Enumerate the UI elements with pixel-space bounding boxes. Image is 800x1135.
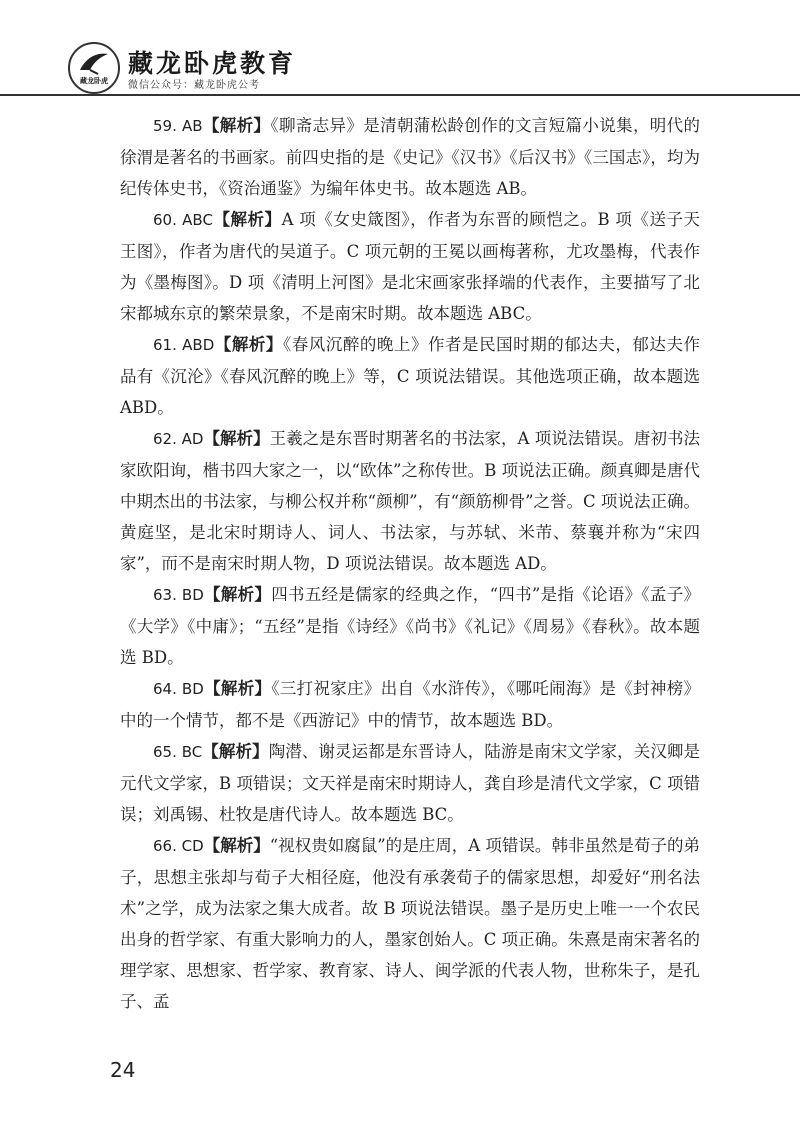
analysis-tag: 【解析】 [202,116,271,135]
answer-entry [120,736,700,830]
answer-content [120,110,700,1017]
answer-text: A 项《女史箴图》，作者为东晋的顾恺之。B 项《送子天王图》，作者为唐代的吴道子。C 项元朝的王冕以画梅著称，尤攻墨梅，代表作为《墨梅图》。D 项《清明上河图》是北宋画家张择端的代表作，主要描写了北宋都城东京的繁荣景象，不是南宋时期。故本题选 ABC。 [120,210,701,323]
answer-text: “视权贵如腐鼠”的是庄周，A 项错误。韩非虽然是荀子的弟子，思想主张却与荀子大相径庭，他没有承袭荀子的儒家思想，却爱好“刑名法术”之学，成为法家之集大成者。故 B 项说法错误。墨子是历史上唯一一个农民出身的哲学家、有重大影响力的人，墨家创始人。C 项正确。朱熹是南宋著名的理学家、思想家、哲学家、教育家、诗人、闽学派的代表人物，世称朱子，是孔子、孟 [120,836,701,1011]
answer-number: 60. ABC [153,211,213,229]
answer-text: 《春风沉醉的晚上》作者是民国时期的郁达夫，郁达夫作品有《沉沦》《春风沉醉的晚上》等，C 项说法错误。其他选项正确，故本题选 ABD。 [120,335,701,417]
answer-number: 61. ABD [153,336,215,354]
bird-icon [76,48,112,78]
analysis-tag: 【解析】 [203,585,272,604]
answer-entry [120,579,700,673]
header-divider [0,94,800,96]
analysis-tag: 【解析】 [203,679,272,698]
answer-entry [120,110,700,204]
answer-entry [120,204,700,329]
analysis-tag: 【解析】 [203,836,270,855]
answer-number: 65. BC [153,743,203,761]
brand-subtitle: 微信公众号：藏龙卧虎公考 [128,80,260,91]
answer-entry [120,830,700,1017]
answer-text: 陶潜、谢灵运都是东晋诗人，陆游是南宋文学家，关汉卿是元代文学家，B 项错误；文天祥是南宋时期诗人，龚自珍是清代文学家，C 项错误；刘禹锡、杜牧是唐代诗人。故本题选 BC。 [120,742,701,824]
answer-entry [120,423,700,579]
page-header [0,0,800,100]
answer-number: 63. BD [153,586,204,604]
answer-text: 王羲之是东晋时期著名的书法家，A 项说法错误。唐初书法家欧阳询，楷书四大家之一，以“欧体”之称传世。B 项说法正确。颜真卿是唐代中期杰出的书法家，与柳公权并称“颜柳”，有“颜筋柳骨”之誉。C 项说法正确。黄庭坚，是北宋时期诗人、词人、书法家，与苏轼、米芾、蔡襄并称为“宋四家”，而不是南宋时期人物，D 项说法错误。故本题选 AD。 [120,429,701,573]
answer-number: 66. CD [153,837,204,855]
answer-entry [120,329,700,423]
answer-number: 59. AB [153,117,203,135]
answer-text: 《三打祝家庄》出自《水浒传》，《哪吒闹海》是《封神榜》中的一个情节，都不是《西游记》中的情节，故本题选 BD。 [120,679,701,730]
brand-title: 藏龙卧虎教育 [128,49,297,78]
analysis-tag: 【解析】 [214,335,283,354]
answer-text: 四书五经是儒家的经典之作，“四书”是指《论语》《孟子》《大学》《中庸》；“五经”是指《诗经》《尚书》《礼记》《周易》《春秋》。故本题选 BD。 [120,585,701,667]
answer-number: 64. BD [153,680,204,698]
analysis-tag: 【解析】 [212,210,282,229]
answer-entry [120,673,700,736]
answer-text: 《聊斋志异》是清朝蒲松龄创作的文言短篇小说集，明代的徐渭是著名的书画家。前四史指的是《史记》《汉书》《后汉书》《三国志》，均为纪传体史书，《资治通鉴》为编年体史书。故本题选 AB。 [120,116,701,198]
logo-text: 藏龙卧虎 [80,77,108,85]
brand-logo [68,42,120,94]
analysis-tag: 【解析】 [203,429,270,448]
answer-number: 62. AD [153,430,204,448]
analysis-tag: 【解析】 [202,742,269,761]
page-number: 24 [110,1058,136,1082]
